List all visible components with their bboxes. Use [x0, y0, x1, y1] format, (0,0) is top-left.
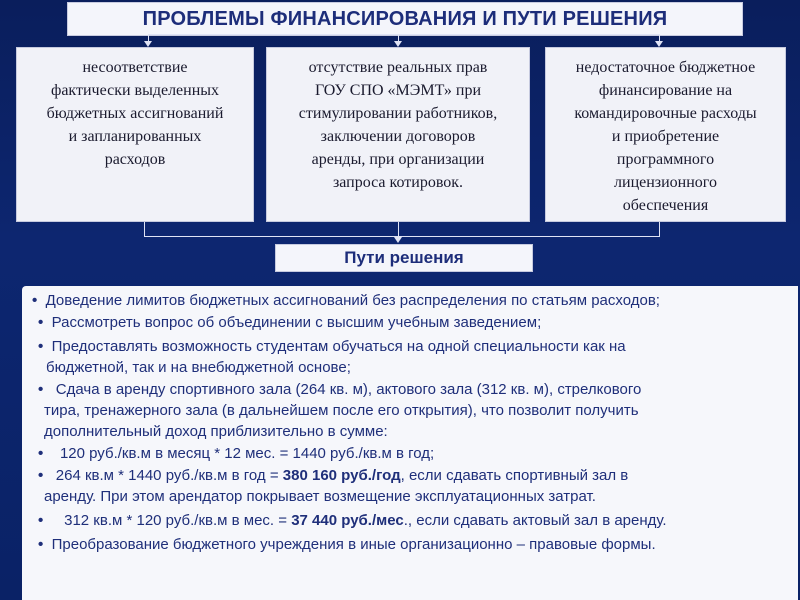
solution-text: дополнительный доход приблизительно в сумме: [44, 423, 388, 440]
title-box [67, 2, 743, 36]
problem-line: и запланированных [68, 128, 202, 145]
connector-up-1 [144, 222, 145, 236]
solution-text: Сдача в аренду спортивного зала (264 кв. м), актового зала (312 кв. м), стрелкового [55, 381, 642, 398]
solutions-header-label: Пути решения [344, 248, 464, 267]
list-item [22, 336, 798, 378]
problem-line: бюджетных ассигнований [46, 105, 224, 122]
list-item [22, 379, 798, 442]
bullet-icon: • [38, 512, 44, 529]
connector-down-3 [659, 34, 660, 41]
bullet-icon: • [38, 467, 44, 484]
list-item [22, 534, 798, 555]
problem-line: командировочные расходы [574, 105, 757, 122]
bullet-icon: • [38, 445, 44, 462]
solution-text: ., если сдавать актовый зал в аренду. [403, 512, 667, 529]
problem-line: аренды, при организации [311, 151, 485, 168]
solution-text: Предоставлять возможность студентам обучаться на одной специальности как на [51, 338, 626, 355]
solution-text: 264 кв.м * 1440 руб./кв.м в год = [55, 467, 283, 484]
problem-box-2 [266, 47, 530, 222]
list-item [22, 312, 798, 333]
bullet-icon: • [38, 338, 44, 355]
problem-box-1 [16, 47, 254, 222]
solution-text: , если сдавать спортивный зал в [400, 467, 629, 484]
solution-text: Преобразование бюджетного учреждения в иные организационно – правовые формы. [51, 536, 656, 553]
problem-line: запроса котировок. [332, 174, 464, 191]
problem-line: стимулировании работников, [298, 105, 498, 122]
solution-text: тира, тренажерного зала (в дальнейшем после его открытия), что позволит получить [44, 402, 639, 419]
bullet-icon: • [32, 292, 38, 309]
problem-line: фактически выделенных [50, 82, 220, 99]
bullet-icon: • [38, 536, 44, 553]
problem-line: несоответствие [82, 59, 188, 76]
solution-amount: 380 160 руб./год [282, 467, 401, 484]
solutions-header [275, 244, 533, 272]
list-item [22, 443, 798, 464]
solution-text: 312 кв.м * 120 руб./кв.м в мес. = [64, 512, 292, 529]
problem-line: недостаточное бюджетное [575, 59, 756, 76]
list-item [22, 510, 798, 531]
problem-box-3 [545, 47, 786, 222]
problem-line: расходов [104, 151, 166, 168]
problem-line: отсутствие реальных прав [308, 59, 488, 76]
page-title: ПРОБЛЕМЫ ФИНАНСИРОВАНИЯ И ПУТИ РЕШЕНИЯ [142, 7, 668, 30]
solution-text: Рассмотреть вопрос об объединении с высшим учебным заведением; [51, 314, 542, 331]
arrow-down-icon [394, 237, 402, 243]
connector-down-1 [148, 34, 149, 41]
solution-text: бюджетной, так и на внебюджетной основе; [46, 359, 351, 376]
solutions-list [22, 290, 798, 555]
connector-up-2 [398, 222, 399, 236]
problem-line: и приобретение [611, 128, 720, 145]
problem-line: ГОУ СПО «МЭМТ» при [314, 82, 482, 99]
connector-down-2 [398, 34, 399, 41]
solution-text: Доведение лимитов бюджетных ассигнований без распределения по статьям расходов; [45, 292, 660, 309]
list-item [22, 465, 798, 507]
problem-line: обеспечения [622, 197, 709, 214]
connector-bottom-bar [144, 236, 660, 237]
bullet-icon: • [38, 314, 44, 331]
problem-line: программного [616, 151, 715, 168]
problem-line: лицензионного [614, 174, 717, 191]
bullet-icon: • [38, 381, 44, 398]
problem-line: финансирование на [598, 82, 733, 99]
solution-text: 120 руб./кв.м в месяц * 12 мес. = 1440 руб./кв.м в год; [59, 445, 435, 462]
solution-amount: 37 440 руб./мес [291, 512, 404, 529]
problem-line: заключении договоров [320, 128, 476, 145]
connector-title-bar [148, 34, 660, 35]
solution-text: аренду. При этом арендатор покрывает возмещение эксплуатационных затрат. [44, 488, 596, 505]
list-item [22, 290, 798, 311]
connector-up-3 [659, 222, 660, 236]
